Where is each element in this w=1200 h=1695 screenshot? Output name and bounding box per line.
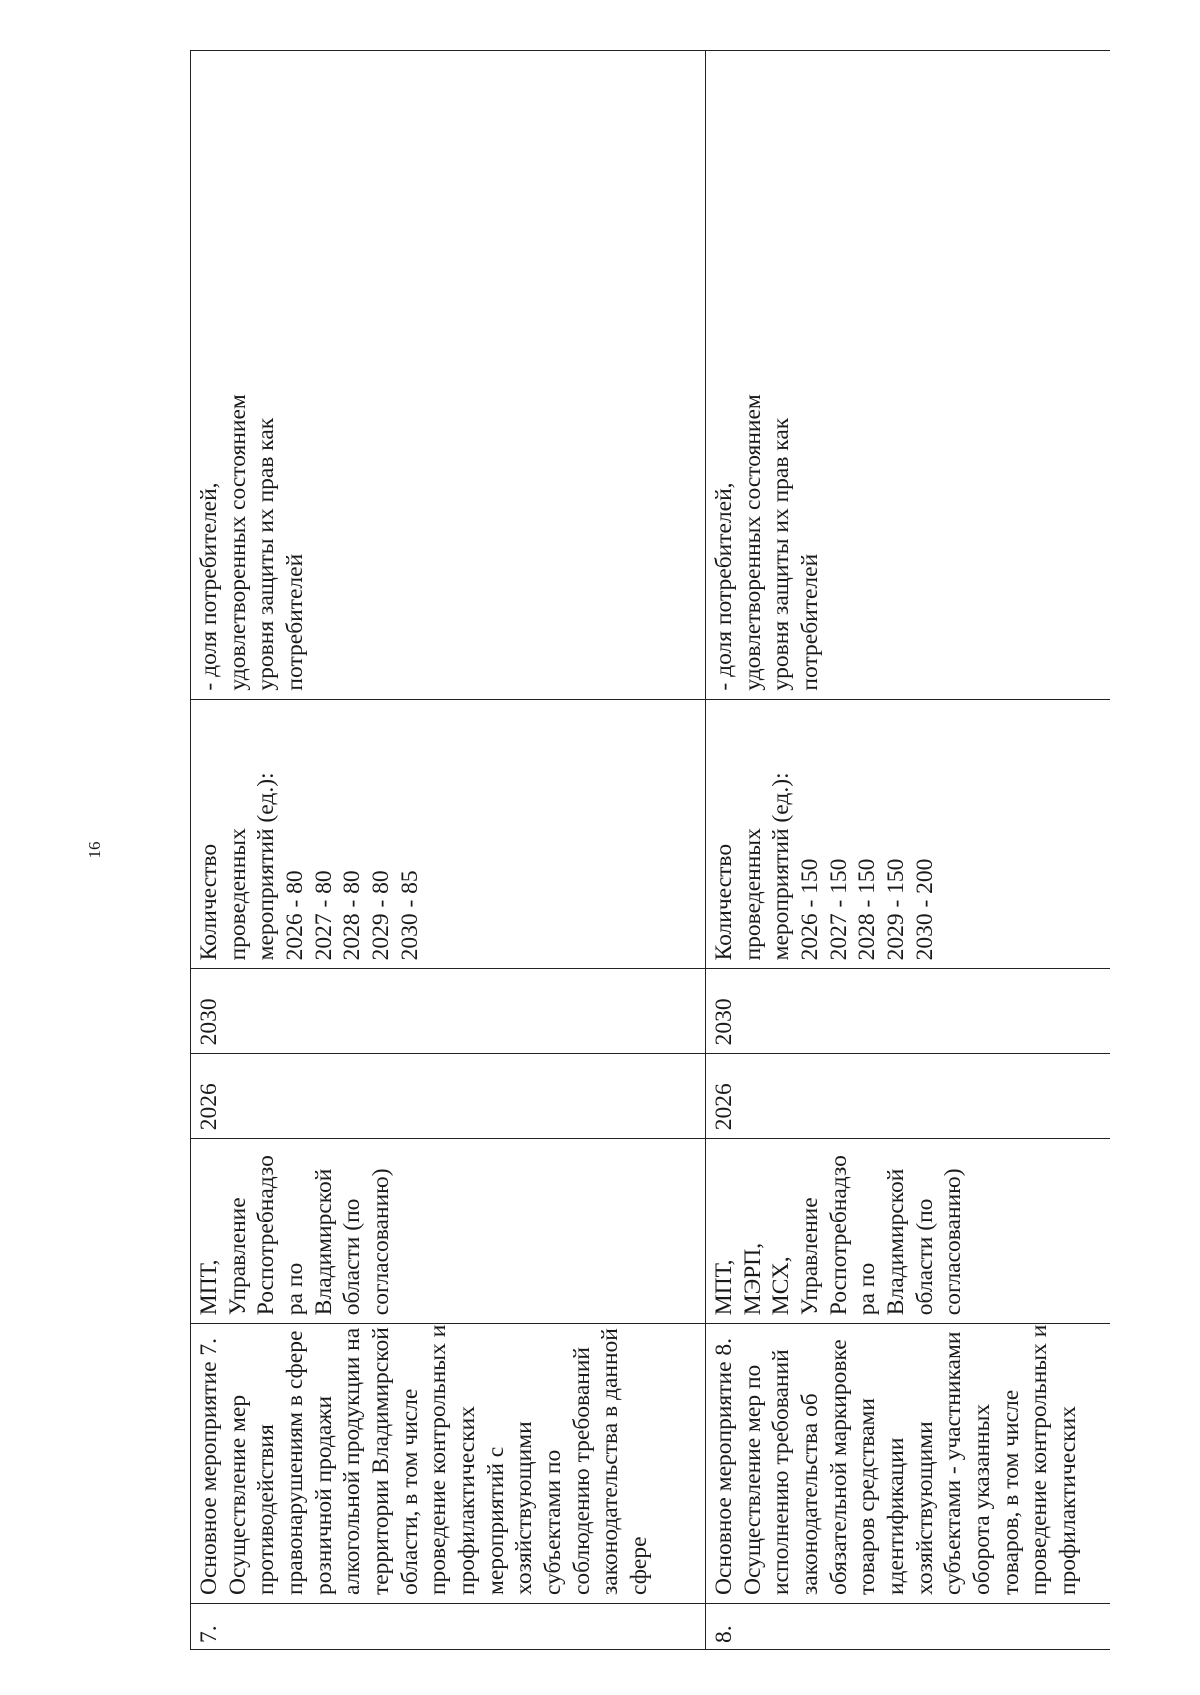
measure-name-line: обязательной маркировке xyxy=(825,1339,852,1596)
executor-line: ра по xyxy=(281,1262,308,1316)
cell-measure-name xyxy=(191,1323,705,1603)
indicator-line: - доля потребителей, xyxy=(711,482,737,691)
result-line: 2026 - 150 xyxy=(796,858,823,961)
measure-name-line: хозяйствующими xyxy=(911,1421,938,1596)
executor-line: Управление xyxy=(224,1197,251,1316)
executor-line: Владимирской xyxy=(882,1168,909,1316)
measure-name-line: Осуществление мер по xyxy=(739,1364,766,1596)
cell-end-year: 2030 xyxy=(191,968,705,1053)
measure-name-line: идентификации xyxy=(882,1437,909,1596)
cell-start-year: 2026 xyxy=(191,1053,705,1138)
cell-end-year: 2030 xyxy=(706,968,1110,1053)
executor-line: МСХ, xyxy=(768,1256,795,1316)
indicator-line: потребителей xyxy=(796,553,823,691)
cell-executor xyxy=(706,1138,1110,1323)
measures-table xyxy=(190,50,1110,1650)
cell-expected-result xyxy=(706,699,1110,969)
measure-name-line: проведение контрольных и xyxy=(1026,1324,1053,1596)
executor-line: Роспотребнадзо xyxy=(825,1155,852,1316)
result-line: 2028 - 80 xyxy=(339,870,366,961)
measure-name-line: субъектами - участниками xyxy=(940,1331,967,1596)
measure-name-line: области, в том числе xyxy=(396,1388,423,1596)
measure-name-line: товаров средствами xyxy=(854,1397,881,1596)
cell-indicator xyxy=(706,50,1110,699)
indicator-line: уровня защиты их прав как xyxy=(253,417,280,691)
executor-line: области (по xyxy=(911,1198,938,1316)
measure-name-line: исполнению требований xyxy=(768,1349,795,1596)
executor-line: согласованию) xyxy=(940,1168,967,1316)
executor-line: ра по xyxy=(854,1262,881,1316)
cell-indicator xyxy=(191,50,705,699)
measure-name-line: законодательства в данной xyxy=(597,1328,624,1596)
result-line: 2029 - 150 xyxy=(882,858,909,961)
cell-expected-result xyxy=(191,699,705,969)
result-line: Количество xyxy=(711,843,737,961)
measure-name-line: оборота указанных xyxy=(968,1403,995,1596)
executor-line: Владимирской xyxy=(310,1168,337,1316)
measure-name-line: алкогольной продукции на xyxy=(339,1327,366,1596)
indicator-line: потребителей xyxy=(281,553,308,691)
measure-name-line: территории Владимирской xyxy=(367,1327,394,1596)
measure-name-line: Основное мероприятие 7. xyxy=(196,1337,222,1596)
executor-line: Управление xyxy=(796,1197,823,1316)
page-number: 16 xyxy=(85,841,104,859)
indicator-line: удовлетворенных состоянием xyxy=(224,394,251,691)
result-line: 2030 - 85 xyxy=(396,870,423,961)
measure-name-line: проведение контрольных и xyxy=(425,1324,452,1596)
measure-name-line: товаров, в том числе xyxy=(997,1389,1024,1596)
result-line: 2029 - 80 xyxy=(367,870,394,961)
result-line: 2027 - 150 xyxy=(825,858,852,961)
result-line: мероприятий (ед.): xyxy=(253,772,280,961)
result-line: 2026 - 80 xyxy=(281,870,308,961)
executor-line: МПТ, xyxy=(711,1259,737,1316)
cell-executor xyxy=(191,1138,705,1323)
result-line: Количество xyxy=(196,843,222,961)
cell-row-number: 8. xyxy=(706,1603,1110,1649)
measure-name-line: сфере xyxy=(625,1536,652,1596)
table-row-7 xyxy=(191,50,706,1649)
result-line: проведенных xyxy=(739,828,766,961)
measure-name-line: профилактических xyxy=(453,1406,480,1596)
result-line: 2027 - 80 xyxy=(310,870,337,961)
table-frame xyxy=(190,50,1110,1650)
table-row-8 xyxy=(706,50,1110,1649)
result-line: проведенных xyxy=(224,828,251,961)
indicator-line: - доля потребителей, xyxy=(196,482,222,691)
measure-name-line: профилактических xyxy=(1054,1406,1081,1596)
cell-row-number: 7. xyxy=(191,1603,705,1649)
measure-name-line: противодействия xyxy=(253,1424,280,1596)
indicator-line: удовлетворенных состоянием xyxy=(739,394,766,691)
measure-name-line: субъектами по xyxy=(539,1449,566,1596)
measure-name-line: законодательства об xyxy=(796,1393,823,1596)
measure-name-line: соблюдению требований xyxy=(568,1347,595,1596)
measure-name-line: Осуществление мер xyxy=(224,1394,251,1596)
executor-line: области (по xyxy=(339,1198,366,1316)
measure-name-line: хозяйствующими xyxy=(511,1421,538,1596)
measure-name-line: мероприятий с xyxy=(482,1446,509,1596)
cell-start-year: 2026 xyxy=(706,1053,1110,1138)
cell-measure-name xyxy=(706,1323,1110,1603)
executor-line: МПТ, xyxy=(196,1259,222,1316)
indicator-line: уровня защиты их прав как xyxy=(768,417,795,691)
result-line: мероприятий (ед.): xyxy=(768,772,795,961)
executor-line: МЭРП, xyxy=(739,1242,766,1316)
result-line: 2028 - 150 xyxy=(854,858,881,961)
measure-name-line: Основное мероприятие 8. xyxy=(711,1337,737,1596)
executor-line: Роспотребнадзо xyxy=(253,1155,280,1316)
executor-line: согласованию) xyxy=(367,1168,394,1316)
measure-name-line: правонарушениям в сфере xyxy=(281,1330,308,1596)
result-line: 2030 - 200 xyxy=(911,858,938,961)
measure-name-line: розничной продажи xyxy=(310,1395,337,1596)
